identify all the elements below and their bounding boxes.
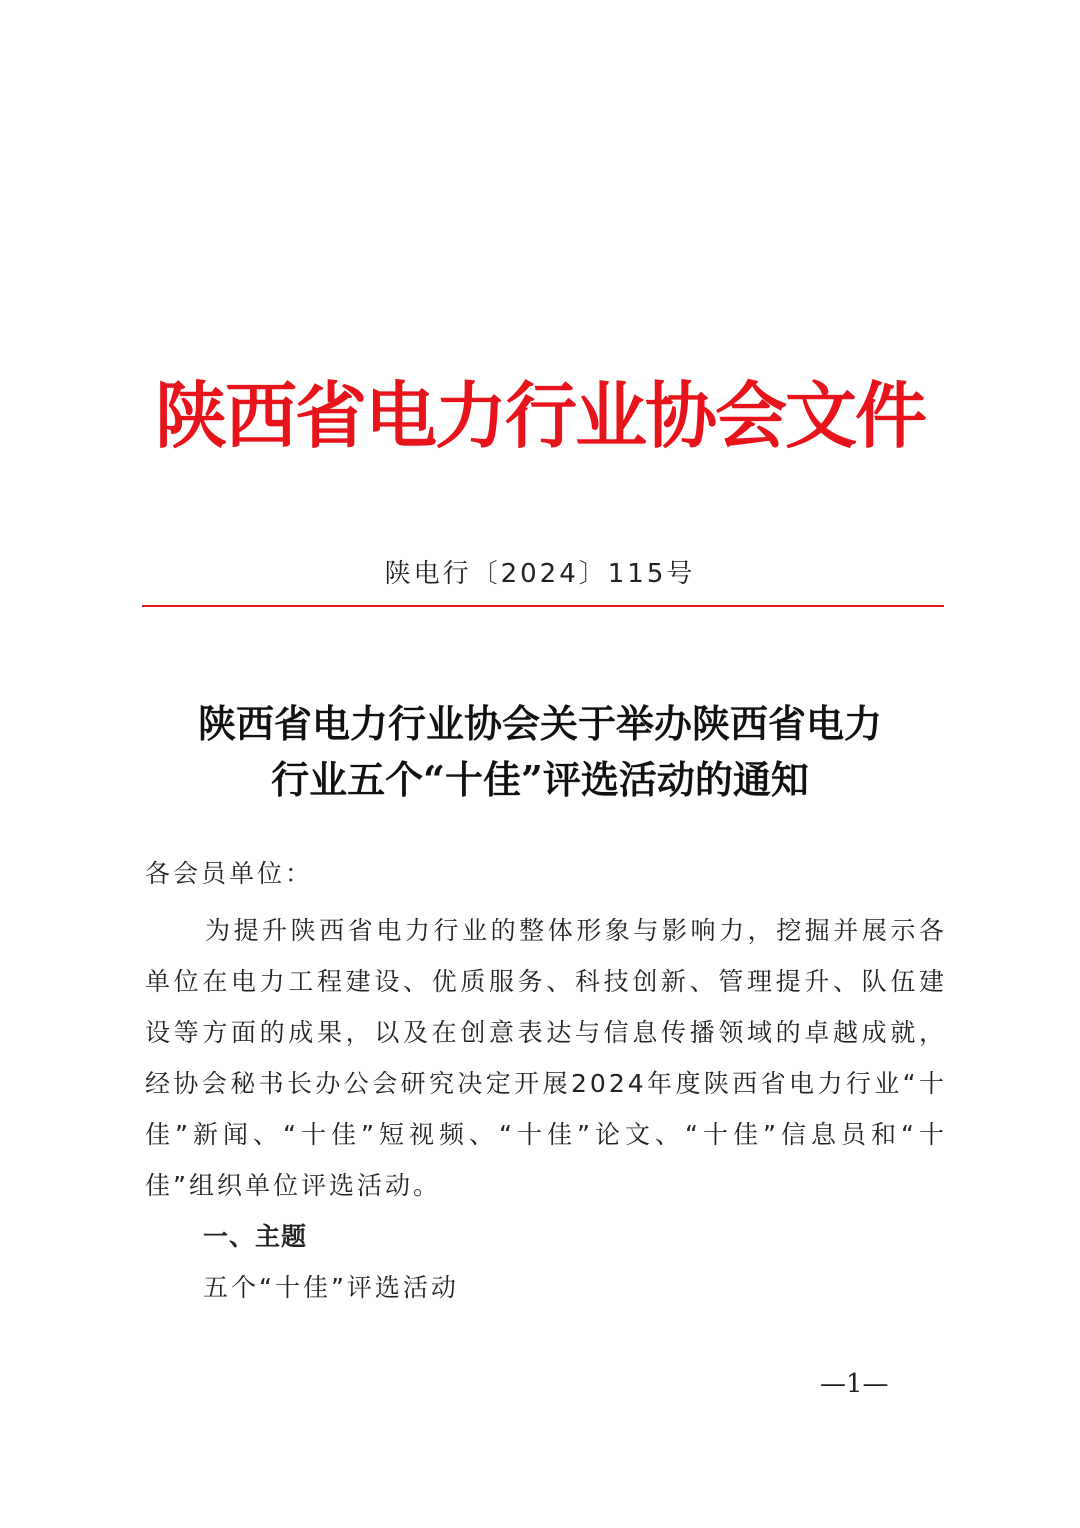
intro-paragraph: 为提升陕西省电力行业的整体形象与影响力，挖掘并展示各单位在电力工程建设、优质服务、科技创新、管理提升、队伍建设等方面的成果，以及在创意表达与信息传播领域的卓越成就，经协会秘书长办公会研究决定开展2024年度陕西省电力行业“十佳”新闻、“十佳”短视频、“十佳”论文、“十佳”信息员和“十佳”组织单位评选活动。 [145, 916, 947, 1200]
notice-body [145, 848, 947, 1313]
notice-title-line-1: 陕西省电力行业协会关于举办陕西省电力 [197, 701, 882, 746]
page-number: —1— [820, 1369, 889, 1399]
red-divider-line [142, 605, 944, 607]
salutation: 各会员单位： [145, 859, 314, 888]
org-file-header: 陕西省电力行业协会文件 [154, 373, 925, 458]
notice-title [0, 696, 1080, 808]
section-text-theme: 五个“十佳”评选活动 [203, 1273, 459, 1302]
section-heading-theme: 一、主题 [203, 1222, 308, 1251]
document-number: 陕电行〔2024〕115号 [384, 559, 696, 589]
notice-title-line-2: 行业五个“十佳”评选活动的通知 [271, 757, 809, 802]
